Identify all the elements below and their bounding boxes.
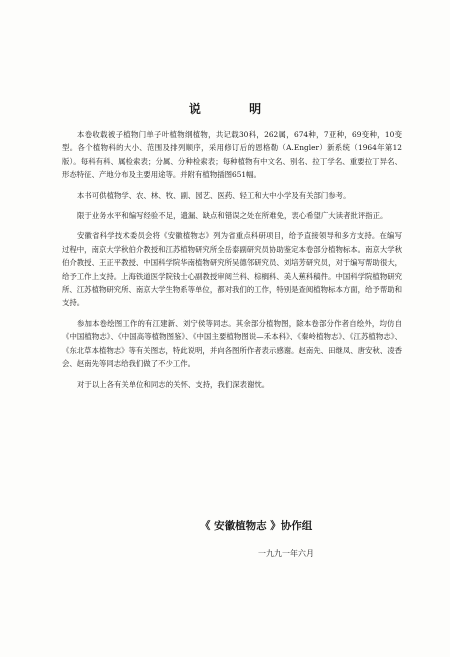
signature-group: 《 安徽植物志 》协作组 [200, 520, 313, 532]
preface-body [62, 128, 402, 398]
signature-date: 一九九一年六月 [258, 549, 314, 558]
page-title: 说 明 [188, 102, 284, 116]
paragraph-scope: 本卷收载被子植物门单子叶植物纲植物，共记载30科，262属，674种，7亚种，69变种，10变型。各个植物科的大小、范围及排列顺序，采用修订后的恩格勒（A.Engler）新系统（1964年第12版）。每科有科、属检索表；分属、分种检索表；每种植物有中文名、别名、拉丁学名、重要拉丁异名、形态特征、产地分布及主要用途等。并附有植物插图651幅。 [62, 130, 402, 180]
paragraph-illustrations: 参加本卷绘图工作的有江建新、刘宁侯等同志。其余部分植物图，除本卷部分作者自绘外，均仿自《中国植物志》、《中国高等植物图鉴》、《中国主要植物图说—禾本科》、《秦岭植物志》、《江苏植物志》、《东北草本植物志》等有关图志，特此说明，并向各图所作者表示感谢。赵南先、田继凤、唐安秋、凌香会、赵南先等同志给我们做了不少工作。 [62, 318, 402, 369]
paragraph-support: 安徽省科学技术委员会将《安徽植物志》列为省重点科研项目，给予直接领导和多方支持。在编写过程中，南京大学秋伯介教授和江苏植物研究所全岳泰副研究员协助鉴定本卷部分植物标本。南京大学秋伯介教授、王正平教授、中国科学院华南植物研究所吴德邻研究员、刘培芳研究员，对于编写帮助很大，给予工作上支持。上海铁道医学院钱士心副教授审阅兰科、棕榈科、美人蕉科稿件。中国科学院植物研究所、江苏植物研究所、南京大学生物系等单位，都对我们的工作，特别是查阅植物标本方面，给予帮助和支持。 [62, 231, 402, 308]
paragraph-thanks: 对于以上各有关单位和同志的关怀、支持，我们深表谢忱。 [77, 379, 270, 389]
paragraph-limitations: 限于业务水平和编写经验不足，遗漏、缺点和错误之处在所难免，衷心希望广大读者批评指正。 [77, 211, 388, 221]
paragraph-audience: 本书可供植物学、农、林、牧、副、园艺、医药、轻工和大中小学及有关部门参考。 [77, 190, 351, 200]
